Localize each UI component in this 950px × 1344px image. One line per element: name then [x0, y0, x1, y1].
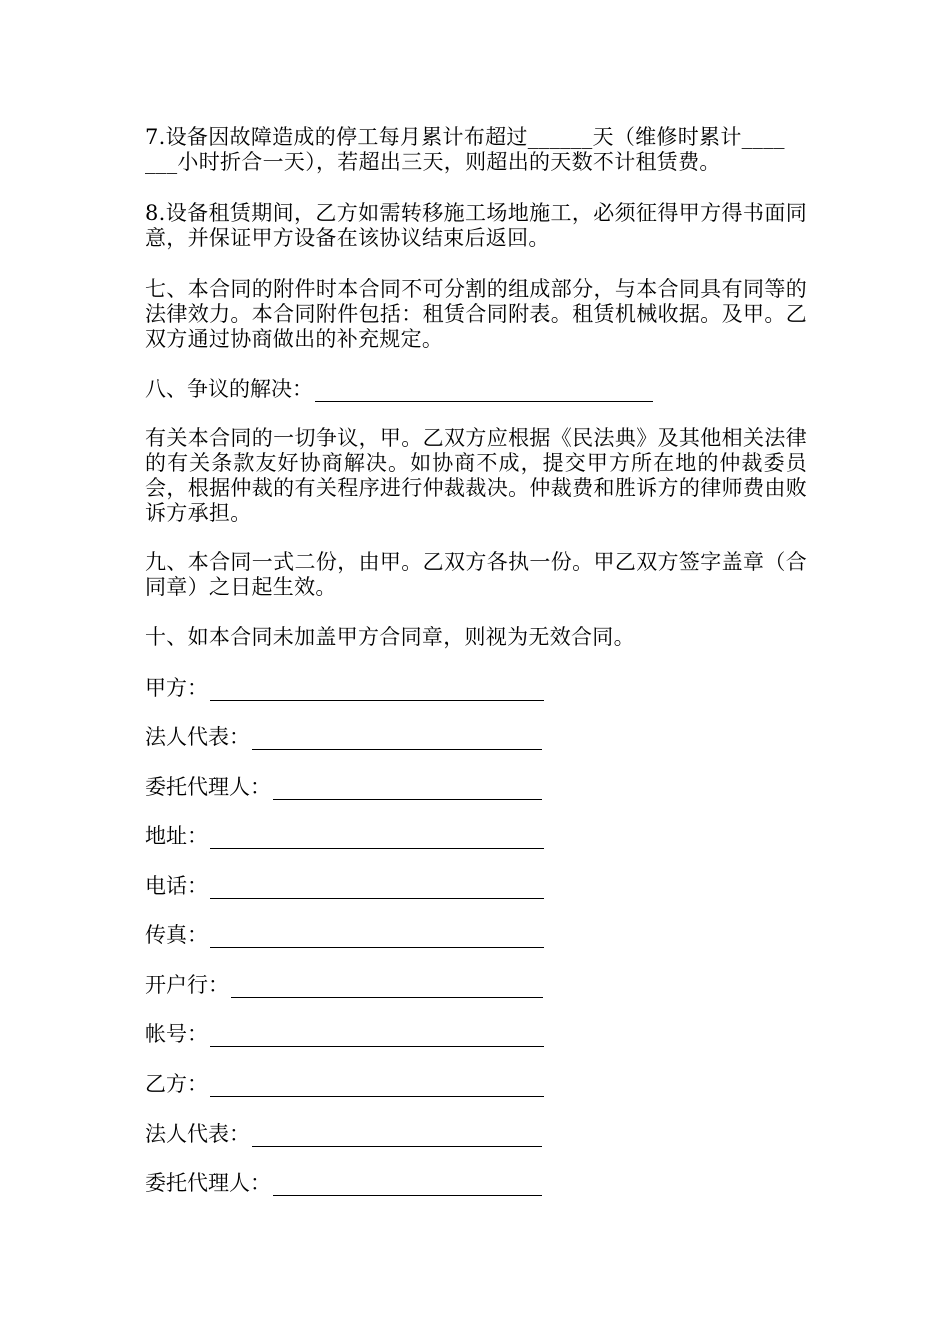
- section-10: 十、如本合同未加盖甲方合同章，则视为无效合同。: [145, 625, 635, 649]
- address-field: [145, 824, 544, 849]
- party-b-label: 乙方：: [145, 1072, 208, 1096]
- bank-blank: [231, 977, 543, 998]
- section-7: 七、本合同的附件时本合同不可分割的组成部分，与本合同具有同等的法律效力。本合同附件包括：租赁合同附表。租赁机械收据。及甲。乙双方通过协商做出的补充规定。: [145, 277, 807, 351]
- party-a-agent-field: [145, 775, 542, 800]
- party-b-field: [145, 1072, 544, 1097]
- party-a-field: [145, 676, 544, 701]
- bank-label: 开户行：: [145, 973, 229, 997]
- fax-blank: [210, 927, 544, 948]
- party-b-legal-rep-field: [145, 1122, 542, 1147]
- phone-field: [145, 874, 544, 899]
- party-b-agent-field: [145, 1171, 542, 1196]
- party-a-agent-blank: [273, 779, 542, 800]
- account-blank: [210, 1026, 544, 1047]
- party-b-legal-rep-label: 法人代表：: [145, 1122, 250, 1146]
- clause-7-line-1: 7.设备因故障造成的停工每月累计布超过______天（维修时累计____: [145, 125, 785, 149]
- account-label: 帐号：: [145, 1022, 208, 1046]
- section-8-body: 有关本合同的一切争议，甲。乙双方应根据《民法典》及其他相关法律的有关条款友好协商解决。如协商不成，提交甲方所在地的仲裁委员会，根据仲裁的有关程序进行仲裁裁决。仲裁费和胜诉方的律师费由败诉方承担。: [145, 426, 807, 525]
- dispute-resolution-blank: [315, 381, 653, 402]
- clause-7-line-2: ___小时折合一天），若超出三天，则超出的天数不计租赁费。: [145, 150, 721, 174]
- account-field: [145, 1022, 544, 1047]
- party-b-legal-rep-blank: [252, 1126, 542, 1147]
- party-a-legal-rep-field: [145, 725, 542, 750]
- address-label: 地址：: [145, 824, 208, 848]
- address-blank: [210, 828, 544, 849]
- section-8-heading: [145, 377, 653, 402]
- clause-8: 8.设备租赁期间，乙方如需转移施工场地施工，必须征得甲方得书面同意，并保证甲方设备在该协议结束后返回。: [145, 201, 807, 250]
- fax-field: [145, 923, 544, 948]
- party-a-legal-rep-label: 法人代表：: [145, 725, 250, 749]
- party-a-agent-label: 委托代理人：: [145, 775, 271, 799]
- section-8-label: 八、争议的解决：: [145, 377, 313, 401]
- section-9: 九、本合同一式二份，由甲。乙双方各执一份。甲乙双方签字盖章（合同章）之日起生效。: [145, 550, 807, 599]
- party-a-legal-rep-blank: [252, 729, 542, 750]
- fax-label: 传真：: [145, 923, 208, 947]
- party-b-agent-blank: [273, 1175, 542, 1196]
- party-a-label: 甲方：: [145, 676, 208, 700]
- bank-field: [145, 973, 543, 998]
- phone-blank: [210, 878, 544, 899]
- party-b-agent-label: 委托代理人：: [145, 1171, 271, 1195]
- party-b-blank: [210, 1076, 544, 1097]
- party-a-blank: [210, 680, 544, 701]
- phone-label: 电话：: [145, 874, 208, 898]
